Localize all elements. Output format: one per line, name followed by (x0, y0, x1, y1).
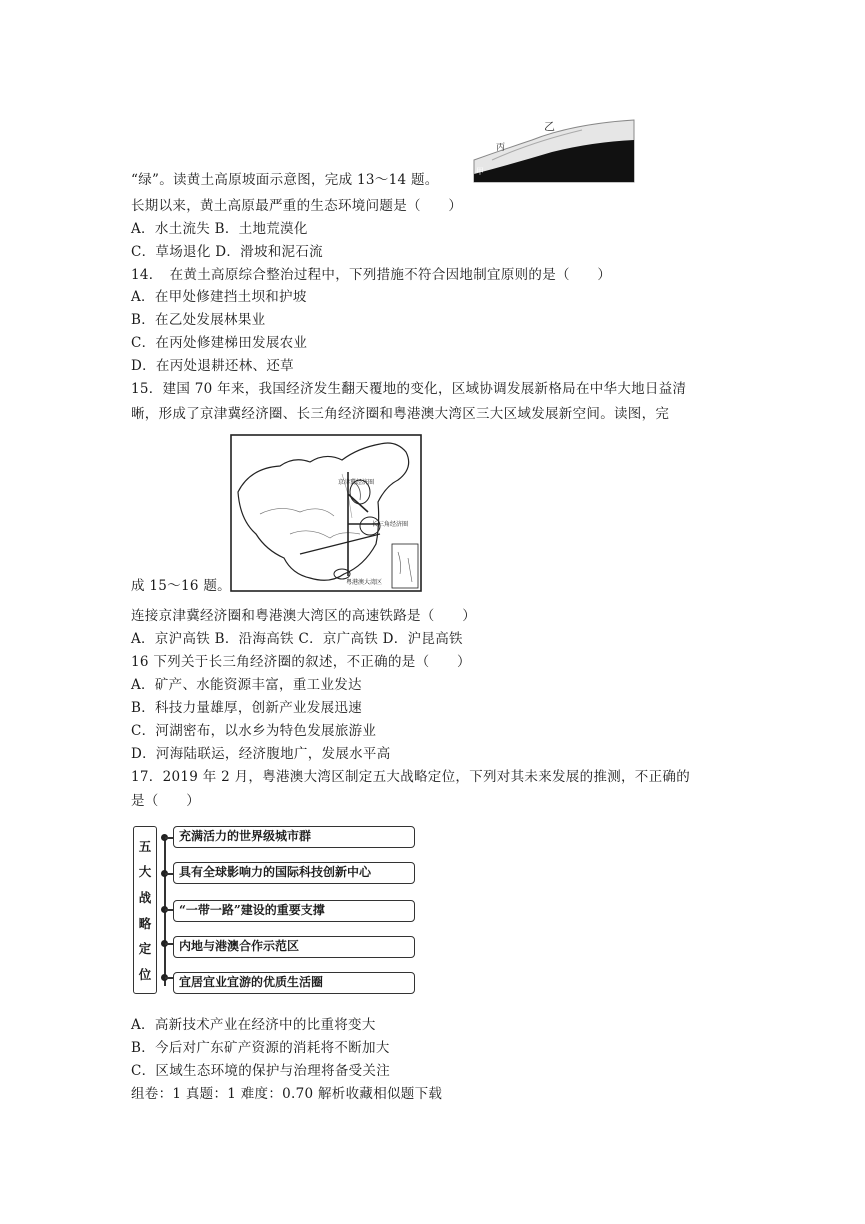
strategy-item: 充满活力的世界级城市群 (173, 826, 415, 848)
q14-stem: 14． 在黄土高原综合整治过程中，下列措施不符合因地制宜原则的是（ ） (131, 267, 612, 283)
q14-option-c: C．在丙处修建梯田发展农业 (131, 335, 308, 351)
loess-slope-diagram (472, 112, 638, 186)
slope-label-yi: 乙 (544, 120, 555, 133)
five-strategies-diagram (133, 826, 423, 1002)
q13-intro: “绿”。读黄土高原坡面示意图，完成 13～14 题。 (131, 172, 439, 188)
q15-options: A．京沪高铁 B．沿海高铁 C．京广高铁 D．沪昆高铁 (131, 631, 463, 647)
question-footer[interactable]: 组卷：1 真题：1 难度：0.70 解析收藏相似题下载 (131, 1086, 443, 1102)
q14-option-d: D．在丙处退耕还林、还草 (131, 358, 294, 374)
q16-option-b: B．科技力量雄厚，创新产业发展迅速 (131, 700, 363, 716)
q17-option-b: B．今后对广东矿产资源的消耗将不断加大 (131, 1040, 390, 1056)
slope-label-jia: 甲 (476, 167, 484, 176)
q16-option-d: D．河海陆联运，经济腹地广，发展水平高 (131, 746, 391, 762)
q16-option-c: C．河湖密布，以水乡为特色发展旅游业 (131, 723, 377, 739)
q15-stem: 连接京津冀经济圈和粤港澳大湾区的高速铁路是（ ） (131, 608, 476, 624)
q14-option-b: B．在乙处发展林果业 (131, 312, 266, 328)
slope-label-bing: 丙 (496, 143, 506, 153)
q13-options-cd: C．草场退化 D．滑坡和泥石流 (131, 244, 323, 260)
strategy-item: 宜居宜业宜游的优质生活圈 (173, 972, 415, 994)
side-char: 略 (138, 915, 152, 931)
strategies-connector (164, 840, 166, 986)
q16-stem: 16 下列关于长三角经济圈的叙述，不正确的是（ ） (131, 654, 471, 670)
q17-option-c: C．区域生态环境的保护与治理将备受关注 (131, 1063, 391, 1079)
map-label-changsanjiao: 长三角经济圈 (372, 521, 409, 528)
side-char: 定 (138, 941, 152, 957)
side-char: 大 (138, 864, 152, 880)
q13-stem: 长期以来，黄土高原最严重的生态环境问题是（ ） (131, 198, 463, 214)
strategy-item: 具有全球影响力的国际科技创新中心 (173, 862, 415, 884)
q13-options-ab: A．水土流失 B．土地荒漠化 (131, 221, 308, 237)
q15-line-2: 晰，形成了京津冀经济圈、长三角经济圈和粤港澳大湾区三大区域发展新空间。读图，完 (131, 406, 670, 422)
china-economic-zones-map (230, 434, 422, 592)
strategies-side-label (133, 826, 157, 994)
q17-line-1: 17．2019 年 2 月，粤港澳大湾区制定五大战略定位，下列对其未来发展的推测，不正确的 (131, 769, 690, 785)
side-char: 战 (138, 890, 152, 906)
map-label-yuegangao: 粤港澳大湾区 (346, 579, 383, 586)
q15-line-1: 15．建国 70 年来，我国经济发生翻天覆地的变化，区域协调发展新格局在中华大地日益清 (131, 381, 687, 397)
q16-option-a: A．矿产、水能资源丰富，重工业发达 (131, 677, 362, 693)
q17-line-2: 是（ ） (131, 793, 200, 809)
q14-option-a: A．在甲处修建挡土坝和护坡 (131, 289, 307, 305)
strategy-item: “一带一路”建设的重要支撑 (173, 900, 415, 922)
map-label-jingjinji: 京津冀经济圈 (338, 479, 375, 486)
side-char: 位 (138, 967, 152, 983)
side-char: 五 (138, 838, 152, 854)
q15-line-3: 成 15～16 题。 (131, 578, 231, 594)
q17-option-a: A．高新技术产业在经济中的比重将变大 (131, 1017, 376, 1033)
strategy-item: 内地与港澳合作示范区 (173, 936, 415, 958)
